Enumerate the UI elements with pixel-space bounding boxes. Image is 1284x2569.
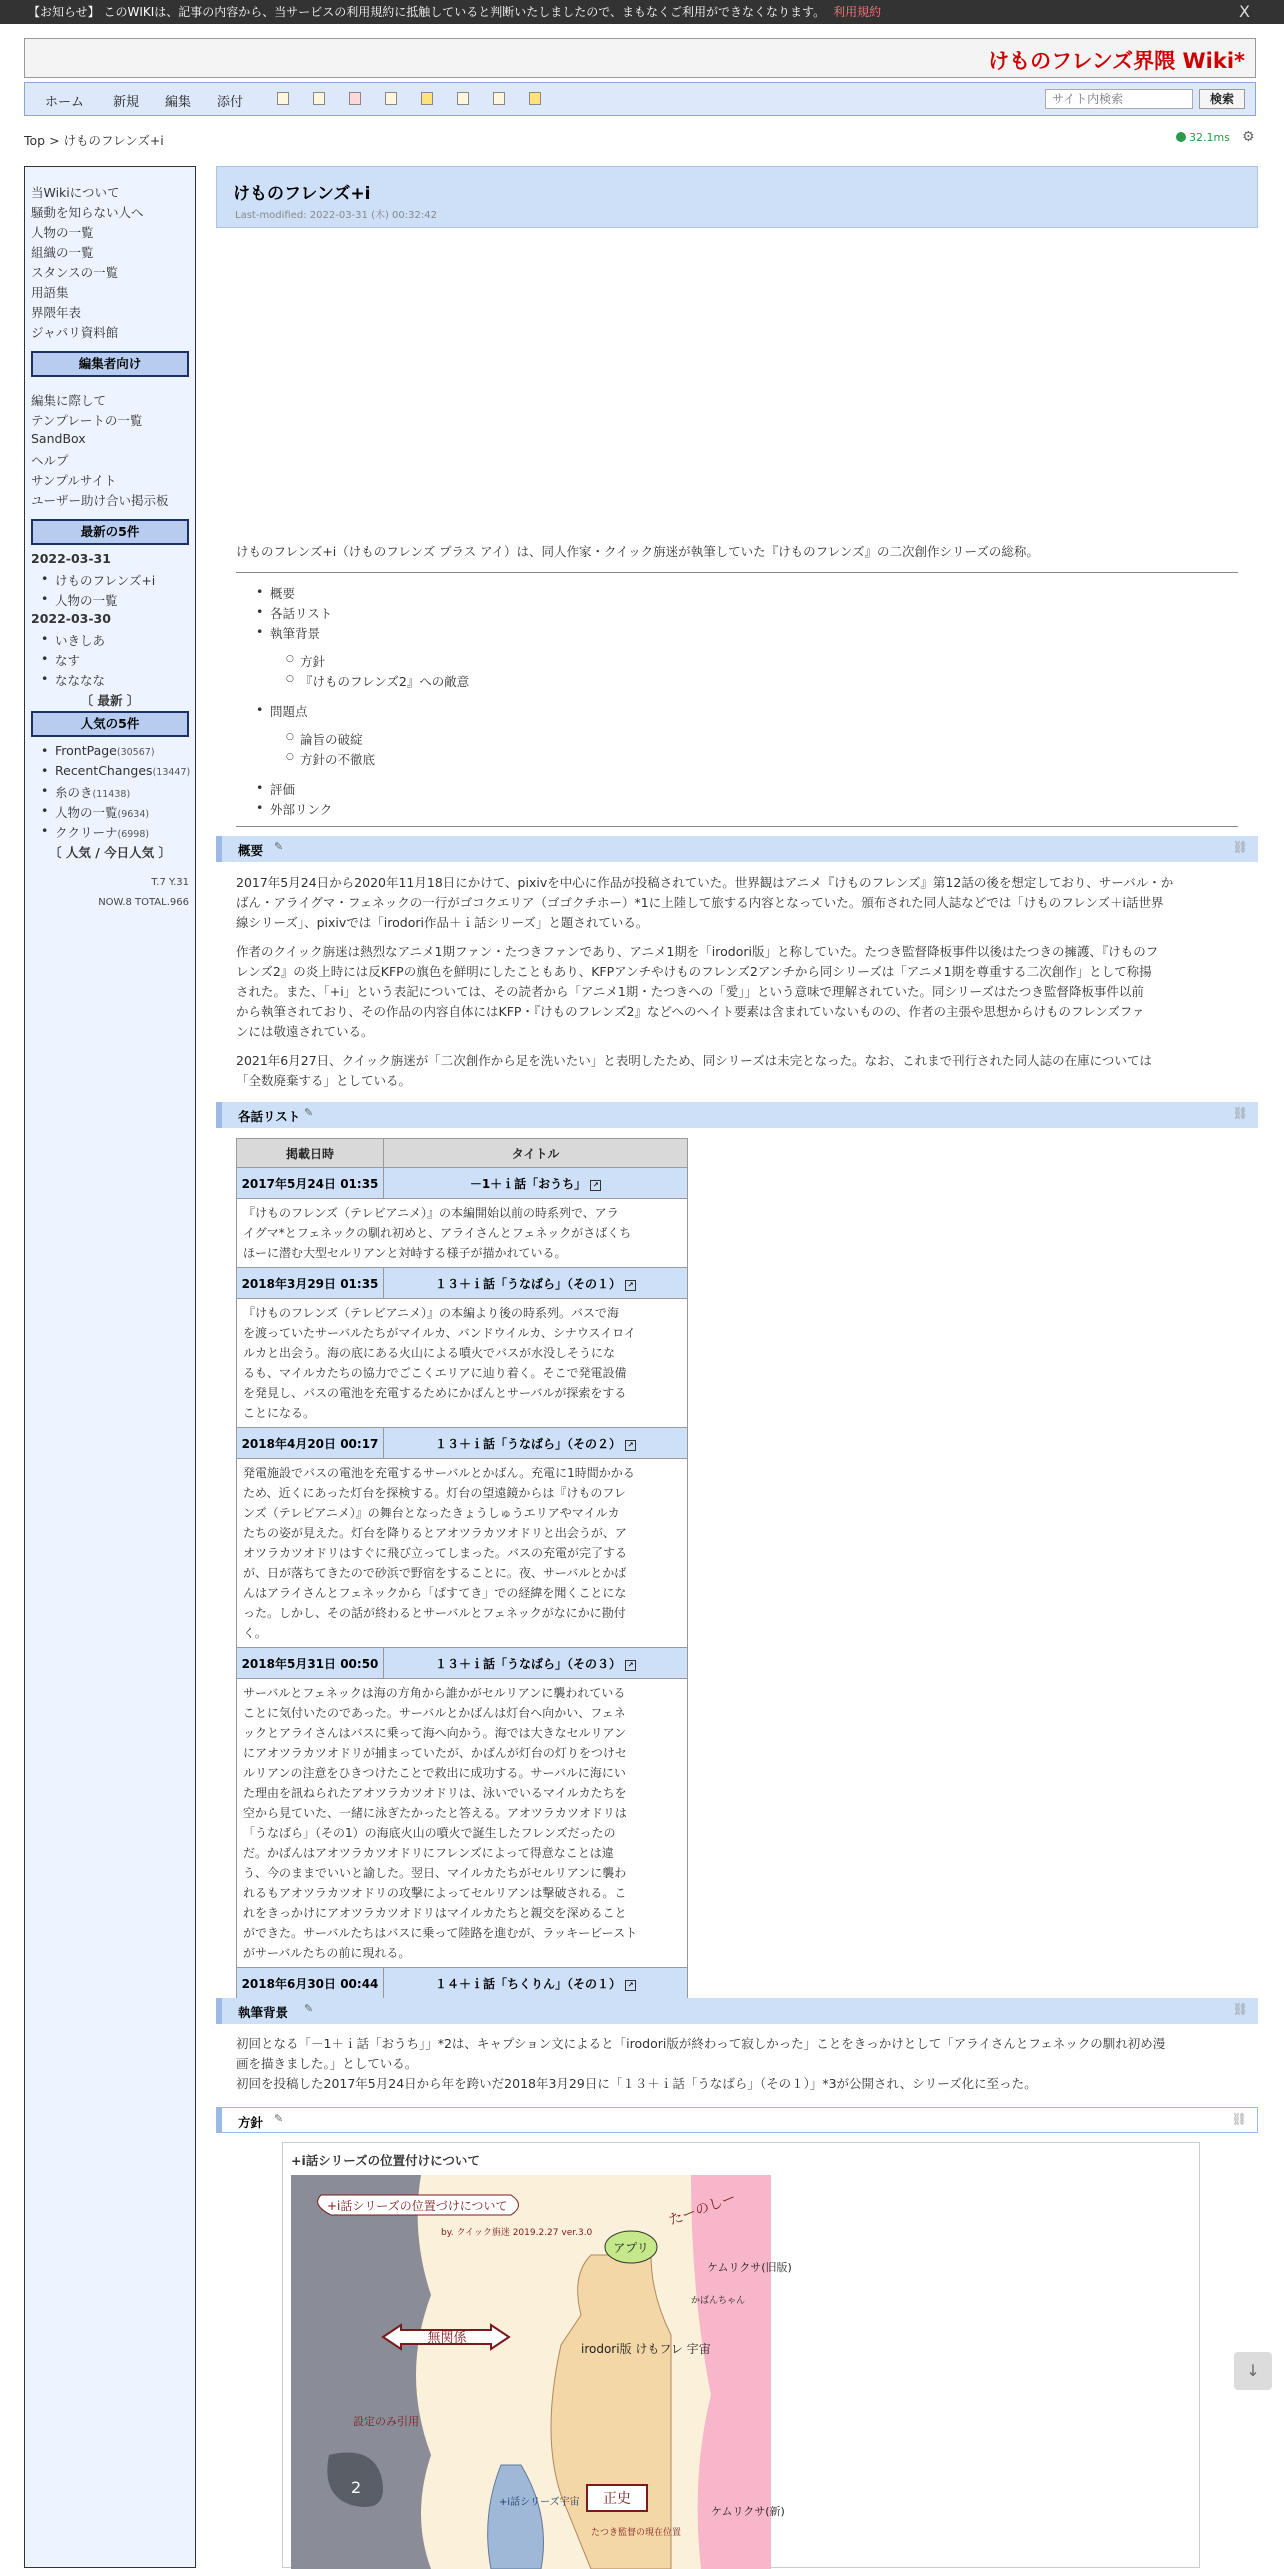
recent-item[interactable]: • いきしあ [55, 631, 105, 649]
overview-paragraph: 作者のクイック旃迷は熱烈なアニメ1期ファン・たつきファンであり、アニメ1期を「irodori版」と称していた。たつき監督降板事件以後はたつきの擁護、『けものフ レンズ2』の炎上時には反KFPの旗色を鮮明にしたこともあり、KFPアンチやけものフレンズ2アンチから同シリーズは「アニメ1期を尊重する二次創作」として称揚 された。また、「+i」という表記については、その読者から「アニメ1期・たつきへの「愛」」という意味で理解されていた。同シリーズはたつき監督降板事件以前 から執筆されており、その作品の内容自体にはKFP・『けものフレンズ2』などへのヘイト要素は含まれていないものの、作者の主張や思想からけものフレンズファ ンには敬遠されている。 [236, 944, 1159, 1039]
link-icon[interactable]: ⛓ [1232, 1106, 1248, 1120]
pencil-icon[interactable]: ✎ [304, 2002, 314, 2015]
link-icon[interactable]: ⛓ [1231, 2112, 1247, 2126]
sidebar-link[interactable]: 騒動を知らない人へ [31, 205, 144, 220]
section-overview-heading: 概要 ✎ ⛓ [216, 836, 1258, 862]
recent-item[interactable]: • なす [55, 651, 80, 669]
overview-paragraph: 2021年6月27日、クイック旃迷が「二次創作から足を洗いたい」と表明したため、同シリーズは未完となった。なお、これまで刊行された同人誌の在庫については 「全数廃棄する」としている。 [236, 1053, 1152, 1088]
toc-item[interactable]: • 問題点 [270, 702, 308, 720]
popular-item[interactable]: • RecentChanges(13447) [55, 763, 190, 778]
episode-title[interactable]: １３＋ｉ話「うなばら」（その１） ↗ [384, 1268, 688, 1299]
external-link-icon: ↗ [625, 1660, 636, 1671]
popular-item[interactable]: • ククリーナ(6998) [55, 823, 149, 841]
sidebar-recent-heading: 最新の5件 [31, 519, 189, 545]
site-header [24, 38, 1256, 78]
notice-bar [0, 0, 1284, 24]
episode-date: 2018年5月31日 00:50 [237, 1648, 384, 1679]
column-header: 掲載日時 [237, 1139, 384, 1168]
toc-item[interactable]: ○ 方針 [300, 652, 325, 670]
pencil-icon[interactable]: ✎ [274, 2112, 284, 2125]
figure-box [282, 2142, 1200, 2568]
sidebar-link[interactable]: 組織の一覧 [31, 245, 94, 260]
counter-total: NOW.8 TOTAL.966 [98, 897, 189, 908]
diagram-label: by. クイック旃迷 2019.2.27 ver.3.0 [441, 2228, 593, 2238]
table-row [237, 1268, 688, 1299]
external-link-icon: ↗ [590, 1180, 601, 1191]
recent-date: 2022-03-31 [31, 551, 111, 566]
episode-summary: サーバルとフェネックは海の方角から誰かがセルリアンに襲われている ことに気付いたのであった。サーバルとかばんは灯台へ向かい、フェネ ックとアライさんはバスに乗って海へ向かう。海では大きなセルリアン にアオツラカツオドリが捕まっていたが、かばんが灯台の灯りをつけセ ルリアンの注意をひきつけたことで救出に成功する。サーバルに海にい た理由を訊ねられたアオツラカツオドリは、泳いでいるマイルカたちを 空から見ていた、一緒に泳ぎたかったと答える。アオツラカツオドリは 「うなばら」（その1）の海底火山の噴火で誕生したフレンズだったの だ。かばんはアオツラカツオドリにフレンズによって得意なことは違 う、今のままでいいと諭した。翌日、マイルカたちがセルリアンに襲わ れるもアオツラカツオドリの攻撃によってセルリアンは撃破される。こ れをきっかけにアオツラカツオドリはマイルカたちと親交を深めること ができた。サーバルたちはバスに乗って陸路を進むが、ラッキービースト がサーバルたちの前に現れる。 [237, 1679, 688, 1968]
nav-edit[interactable]: 編集 [165, 95, 192, 110]
breadcrumb: Top > けものフレンズ+i [24, 133, 164, 148]
search-button[interactable]: 検索 [1199, 89, 1245, 109]
sidebar-link[interactable]: 編集に際して [31, 393, 107, 408]
toc-item[interactable]: • 評価 [270, 780, 295, 798]
diagram-label: 2 [351, 2478, 362, 2497]
overview-paragraph: 2017年5月24日から2020年11月18日にかけて、pixivを中心に作品が投稿されていた。世界観はアニメ『けものフレンズ』第12話の後を想定しており、サーバル・か ばん・アライグマ・フェネックの一行がゴコクエリア（ゴゴクチホー）*1に上陸して旅する内容となっていた。頒布された同人誌などでは「けものフレンズ＋i話世界 線シリーズ」、pixivでは「irodori作品＋ｉ話シリーズ」と題されている。 [236, 875, 1174, 930]
check-icon [1176, 132, 1186, 142]
breadcrumb-current[interactable]: けものフレンズ+i [63, 133, 164, 148]
link-icon[interactable]: ⛓ [1232, 2002, 1248, 2016]
episode-summary: 発電施設でバスの電池を充電するサーバルとかばん。充電に1時間かかる ため、近くにあった灯台を探検する。灯台の望遠鏡からは『けものフレ ンズ（テレビアニメ）』の舞台となったきょうしゅうエリアやマイルカ たちの姿が見えた。灯台を降りるとアオツラカツオドリと出会うが、ア オツラカツオドリはすぐに飛び立ってしまった。バスの充電が完了する が、日が落ちてきたので砂浜で野宿をすることに。夜、サーバルとかば んはアライさんとフェネックから「ぱすてき」での経緯を聞くことにな った。しかし、その話が終わるとサーバルとフェネックがなにかに勘付 く。 [237, 1459, 688, 1648]
diagram-label: +i話シリーズの位置づけについて [327, 2199, 508, 2213]
section-policy-heading: 方針 ✎ ⛓ [216, 2107, 1258, 2133]
gear-icon[interactable]: ⚙ [1242, 129, 1255, 145]
diagram-label: 正史 [603, 2491, 631, 2507]
intro-text: けものフレンズ+i（けものフレンズ プラス アイ）は、同人作家・クイック旃迷が執筆していた『けものフレンズ』の二次創作シリーズの総称。 [236, 544, 1039, 559]
counter-today: T.7 Y.31 [151, 877, 189, 888]
section-background-heading: 執筆背景 ✎ ⛓ [216, 1998, 1258, 2024]
popular-more-link[interactable]: 〔 人気 / 今日人気 〕 [49, 845, 171, 860]
diagram-label: 無関係 [427, 2331, 467, 2346]
nav-new[interactable]: 新規 [113, 95, 140, 110]
table-row [237, 1299, 688, 1428]
site-title[interactable]: けものフレンズ界隈 Wiki* [988, 49, 1245, 73]
table-row [237, 1968, 688, 1999]
nav-home[interactable]: ホーム [45, 95, 85, 110]
rename-icon[interactable] [529, 92, 541, 105]
diagram-label: 設定のみ引用 [353, 2415, 419, 2428]
sidebar [24, 166, 196, 2568]
list-icon[interactable] [493, 92, 505, 105]
sidebar-link[interactable]: ジャパリ資料館 [31, 325, 119, 340]
page-title: けものフレンズ+i [233, 184, 371, 204]
diagram-label: ケムリクサ(新) [711, 2505, 785, 2518]
episode-date: 2018年6月30日 00:44 [237, 1968, 384, 1999]
episode-summary: 『けものフレンズ（テレビアニメ）』の本編より後の時系列。バスで海 を渡っていたサーバルたちがマイルカ、バンドウイルカ、シナウスイロイ ルカと出会う。海の底にある火山による噴火でバスが水没しそうにな るも、マイルカたちの協力でごこくエリアに辿り着く。そこで発電設備 を発見し、バスの電池を充電するためにかばんとサーバルが探索をする ことになる。 [237, 1299, 688, 1428]
sidebar-link[interactable]: 界隈年表 [31, 305, 82, 320]
recent-item[interactable]: • なななな [55, 671, 105, 689]
diagram-label: ケムリクサ(旧版) [707, 2261, 792, 2274]
diagram-label: アプリ [613, 2241, 649, 2255]
sidebar-popular-heading: 人気の5件 [31, 711, 189, 737]
recent-more-link[interactable]: 〔 最新 〕 [80, 693, 140, 708]
sidebar-link[interactable]: 用語集 [31, 285, 69, 300]
sidebar-link[interactable]: ヘルプ [31, 453, 69, 468]
episode-title[interactable]: －1＋ｉ話「おうち」 ↗ [384, 1168, 688, 1199]
episode-title[interactable]: １３＋ｉ話「うなばら」（その２） ↗ [384, 1428, 688, 1459]
external-link-icon: ↗ [625, 1280, 636, 1291]
toc-item[interactable]: ○ 方針の不徹底 [300, 750, 375, 768]
position-diagram-image[interactable] [291, 2175, 792, 2569]
figure-caption: +i話シリーズの位置付けについて [291, 2153, 480, 2168]
episode-summary: 『けものフレンズ（テレビアニメ）』の本編開始以前の時系列で、アラ イグマ*とフェネックの馴れ初めと、アライさんとフェネックがさばくち ほーに潜む大型セルリアンと対峙する様子が描かれている。 [237, 1199, 688, 1268]
scroll-down-button[interactable]: ↓ [1234, 2352, 1272, 2390]
sidebar-link[interactable]: スタンスの一覧 [31, 265, 119, 280]
toc-item[interactable]: ○ 論旨の破綻 [300, 730, 363, 748]
episode-title[interactable]: １３＋ｉ話「うなばら」（その３） ↗ [384, 1648, 688, 1679]
external-link-icon: ↗ [625, 1980, 636, 1991]
sidebar-link[interactable]: ユーザー助け合い掲示板 [31, 493, 169, 508]
nav-bar [24, 82, 1256, 116]
pencil-icon[interactable]: ✎ [304, 1106, 314, 1119]
terms-link[interactable]: 利用規約 [833, 5, 882, 19]
toc-item[interactable]: ○ 『けものフレンズ2』への敵意 [300, 672, 469, 690]
episode-date: 2017年5月24日 01:35 [237, 1168, 384, 1199]
episode-title[interactable]: １４＋ｉ話「ちくりん」（その１） ↗ [384, 1968, 688, 1999]
popular-item[interactable]: • 人物の一覧(9634) [55, 803, 149, 821]
recent-item[interactable]: • けものフレンズ+i [55, 571, 155, 589]
sidebar-link[interactable]: サンプルサイト [31, 473, 117, 488]
last-modified: Last-modified: 2022-03-31 (木) 00:32:42 [235, 210, 437, 221]
divider [236, 572, 1238, 573]
table-row [237, 1679, 688, 1968]
notice-text: 【お知らせ】 このWIKIは、記事の内容から、当サービスの利用規約に抵触していると判断いたしましたので、まもなくご利用ができなくなります。 利用規約 [28, 5, 882, 19]
background-paragraph: 初回となる「－1＋ｉ話「おうち」」*2は、キャプション文によると「irodori版が終わって寂しかった」ことをきっかけとして「アライさんとフェネックの馴れ初め漫 画を描きました。」としている。 初回を投稿した2017年5月24日から年を跨いだ2018年3月29日に「１３＋ｉ話「うなばら」（その１）」*3が公開され、シリーズ化に至った。 [236, 2036, 1166, 2091]
diagram-label: たーのしー [666, 2189, 739, 2229]
copy-icon[interactable] [457, 92, 469, 105]
link-icon[interactable]: ⛓ [1232, 840, 1248, 854]
edit-tool-icon[interactable] [277, 92, 289, 105]
close-icon[interactable]: X [1239, 2, 1250, 21]
popular-item[interactable]: • FrontPage(30567) [55, 743, 155, 758]
divider [236, 826, 1238, 827]
table-row [237, 1428, 688, 1459]
delete-icon[interactable] [349, 92, 361, 105]
section-episodes-heading: 各話リスト ✎ ⛓ [216, 1102, 1258, 1128]
search-input[interactable] [1045, 89, 1193, 109]
diagram-label: irodori版 けもフレ 宇宙 [581, 2342, 711, 2356]
toc-item[interactable]: • 外部リンク [270, 800, 332, 818]
external-link-icon: ↗ [625, 1440, 636, 1451]
diff-icon[interactable] [313, 92, 325, 105]
recent-date: 2022-03-30 [31, 611, 111, 626]
toc-item[interactable]: • 各話リスト [270, 604, 332, 622]
diagram-label: かばんちゃん [691, 2296, 746, 2306]
column-header: タイトル [384, 1139, 688, 1168]
table-row [237, 1459, 688, 1648]
episode-table [236, 1138, 688, 1999]
toc-item[interactable]: • 執筆背景 [270, 624, 320, 642]
episode-date: 2018年3月29日 01:35 [237, 1268, 384, 1299]
page-header [216, 166, 1258, 228]
popular-item[interactable]: • 糸のき(11438) [55, 783, 130, 801]
breadcrumb-top[interactable]: Top [24, 133, 46, 148]
table-row [237, 1168, 688, 1199]
sidebar-link[interactable]: 当Wikiについて [31, 185, 120, 200]
recent-item[interactable]: • 人物の一覧 [55, 591, 118, 609]
diagram-label: +i話シリーズ宇宙 [499, 2497, 580, 2508]
diagram-label: たつき監督の現在位置 [591, 2528, 682, 2538]
sidebar-editor-heading: 編集者向け [31, 351, 189, 377]
backup-icon[interactable] [385, 92, 397, 105]
pencil-icon[interactable]: ✎ [274, 840, 284, 853]
sidebar-link[interactable]: テンプレートの一覧 [31, 413, 143, 428]
sidebar-link[interactable]: SandBox [31, 431, 86, 446]
toc-item[interactable]: • 概要 [270, 584, 295, 602]
episode-date: 2018年4月20日 00:17 [237, 1428, 384, 1459]
render-time: 32.1ms [1176, 131, 1230, 144]
lock-icon[interactable] [421, 92, 433, 105]
sidebar-link[interactable]: 人物の一覧 [31, 225, 94, 240]
table-row [237, 1648, 688, 1679]
table-row [237, 1199, 688, 1268]
nav-attach[interactable]: 添付 [217, 95, 244, 110]
